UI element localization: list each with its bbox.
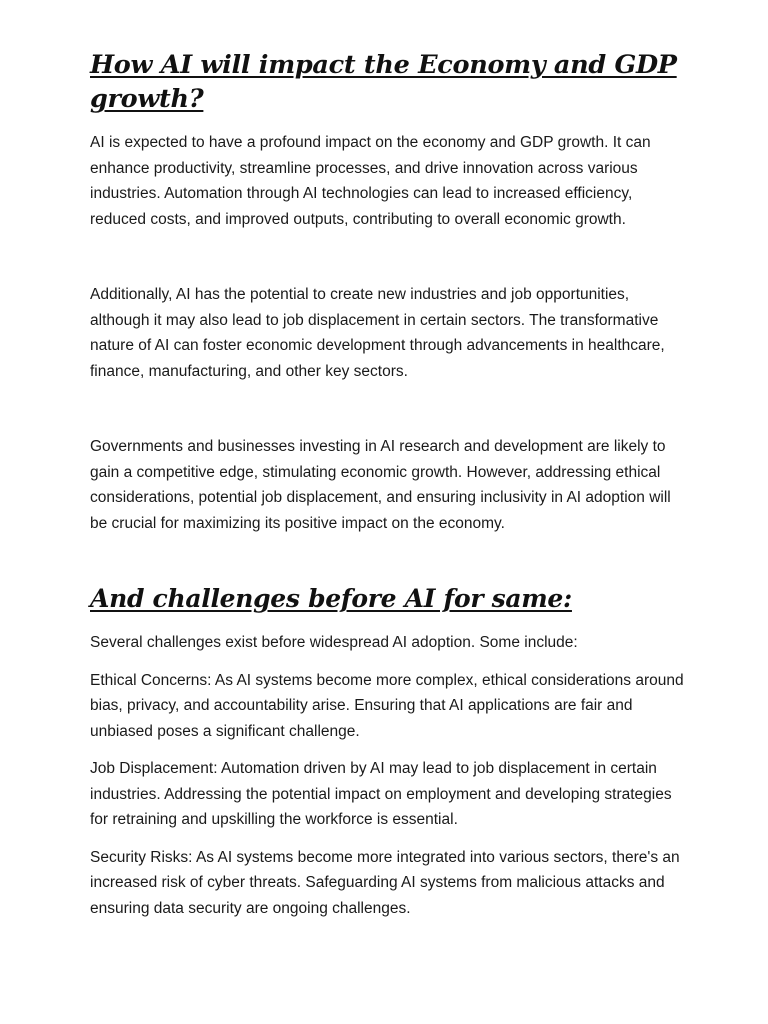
- document-body: [90, 48, 690, 921]
- paragraph-new-industries: Additionally, AI has the potential to create new industries and job opportunities, although it may also lead to job displacement in certain sectors. The transformative nature of AI can foster economic development through advancements in healthcare, finance, manufacturing, and other key sectors.: [90, 286, 665, 380]
- paragraph-investment: Governments and businesses investing in AI research and development are likely to gain a competitive edge, stimulating economic growth. However, addressing ethical considerations, potential job displacement, and ensuring inclusivity in AI adoption will be crucial for maximizing its positive impact on the economy.: [90, 438, 671, 532]
- paragraph-economic-impact: AI is expected to have a profound impact on the economy and GDP growth. It can enhance productivity, streamline processes, and drive innovation across various industries. Automation through AI technologies can lead to increased efficiency, reduced costs, and improved outputs, contributing to overall economic growth.: [90, 134, 651, 228]
- challenge-ethical-concerns: Ethical Concerns: As AI systems become more complex, ethical considerations around bias, privacy, and accountability arise. Ensuring that AI applications are fair and unbiased poses a significant challenge.: [90, 671, 684, 740]
- challenges-intro: Several challenges exist before widespread AI adoption. Some include:: [90, 634, 578, 651]
- page-title: How AI will impact the Economy and GDP growth?: [90, 50, 677, 114]
- section-heading-challenges: And challenges before AI for same:: [90, 584, 572, 613]
- challenge-security-risks: Security Risks: As AI systems become more integrated into various sectors, there's an increased risk of cyber threats. Safeguarding AI systems from malicious attacks and ensuring data security are ongoing challenges.: [90, 848, 680, 917]
- challenge-job-displacement: Job Displacement: Automation driven by AI may lead to job displacement in certain industries. Addressing the potential impact on employment and developing strategies for retraining and upskilling the workforce is essential.: [90, 760, 672, 828]
